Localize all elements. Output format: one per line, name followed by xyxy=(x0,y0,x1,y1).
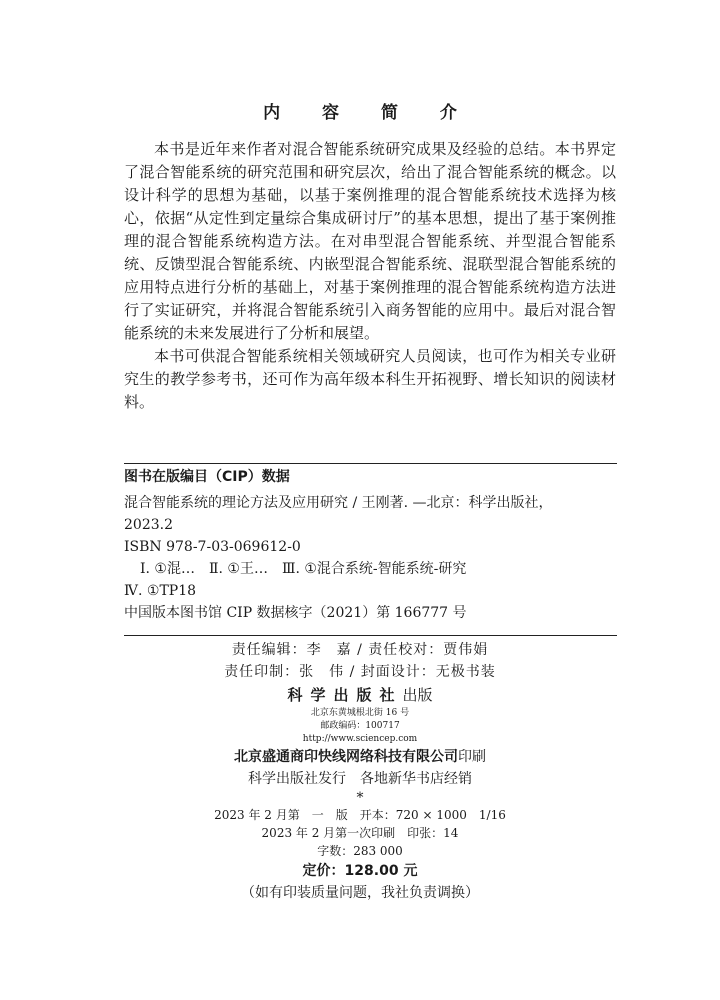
publisher-suffix: 出版 xyxy=(402,686,433,704)
book-introduction xyxy=(124,138,616,414)
quality-note: （如有印装质量问题，我社负责调换） xyxy=(241,885,479,901)
publisher-line xyxy=(0,683,720,707)
intro-paragraph-1: 本书是近年来作者对混合智能系统研究成果及经验的总结。本书界定了混合智能系统的研究范围和研究层次，给出了混合智能系统的概念。以设计科学的思想为基础，以基于案例推理的混合智能系统技术选择为核心，依据“从定性到定量综合集成研讨厅”的基本思想，提出了基于案例推理的混合智能系统构造方法。在对串型混合智能系统、并型混合智能系统、反馈型混合智能系统、内嵌型混合智能系统、混联型混合智能系统的应用特点进行分析的基础上，对基于案例推理的混合智能系统构造方法进行了实证研究，并将混合智能系统引入商务智能的应用中。最后对混合智能系统的未来发展进行了分析和展望。 xyxy=(124,140,616,342)
page-title: 内 容 简 介 xyxy=(263,103,475,123)
printer-line xyxy=(0,746,720,768)
printer-suffix: 印刷 xyxy=(458,749,486,765)
cip-year: 2023.2 xyxy=(124,517,173,533)
cip-top-rule xyxy=(124,463,617,464)
distribution-line: 科学出版社发行 各地新华书店经销 xyxy=(248,771,472,787)
publisher-website: http://www.sciencep.com xyxy=(302,734,418,744)
publisher-name: 科学出版社 xyxy=(287,686,403,704)
word-count: 字数：283 000 xyxy=(317,844,403,858)
price: 定价：128.00 元 xyxy=(302,863,418,879)
cip-isbn: ISBN 978-7-03-069612-0 xyxy=(124,539,301,555)
cip-bottom-rule xyxy=(124,635,617,636)
printing-line: 2023 年 2 月第一次印刷 印张：14 xyxy=(261,826,459,840)
publisher-address: 北京东黄城根北街 16 号 xyxy=(310,708,410,718)
cip-classification: Ⅰ. ①混… Ⅱ. ①王… Ⅲ. ①混合系统-智能系统-研究 xyxy=(140,561,467,577)
edition-line: 2023 年 2 月第 一 版 开本：720 × 1000 1/16 xyxy=(214,808,506,822)
cip-record: 混合智能系统的理论方法及应用研究 / 王刚著. —北京：科学出版社， xyxy=(124,495,553,511)
imprint-block xyxy=(0,639,720,904)
editors-line-2: 责任印制：张 伟 / 封面设计：无极书装 xyxy=(224,664,496,680)
intro-paragraph-2: 本书可供混合智能系统相关领域研究人员阅读，也可作为相关专业研究生的教学参考书，还可作为高年级本科生开拓视野、增长知识的阅读材料。 xyxy=(124,347,616,411)
cip-header: 图书在版编目（CIP）数据 xyxy=(124,469,290,485)
cip-block xyxy=(124,466,616,624)
printer-name: 北京盛通商印快线网络科技有限公司 xyxy=(234,749,458,765)
separator-star: * xyxy=(356,790,364,806)
publisher-postcode: 邮政编码：100717 xyxy=(320,721,400,731)
cip-classification-cont: Ⅳ. ①TP18 xyxy=(124,583,197,599)
cip-number: 中国版本图书馆 CIP 数据核字（2021）第 166777 号 xyxy=(124,605,467,621)
editors-line-1: 责任编辑：李 嘉 / 责任校对：贾伟娟 xyxy=(231,642,489,658)
